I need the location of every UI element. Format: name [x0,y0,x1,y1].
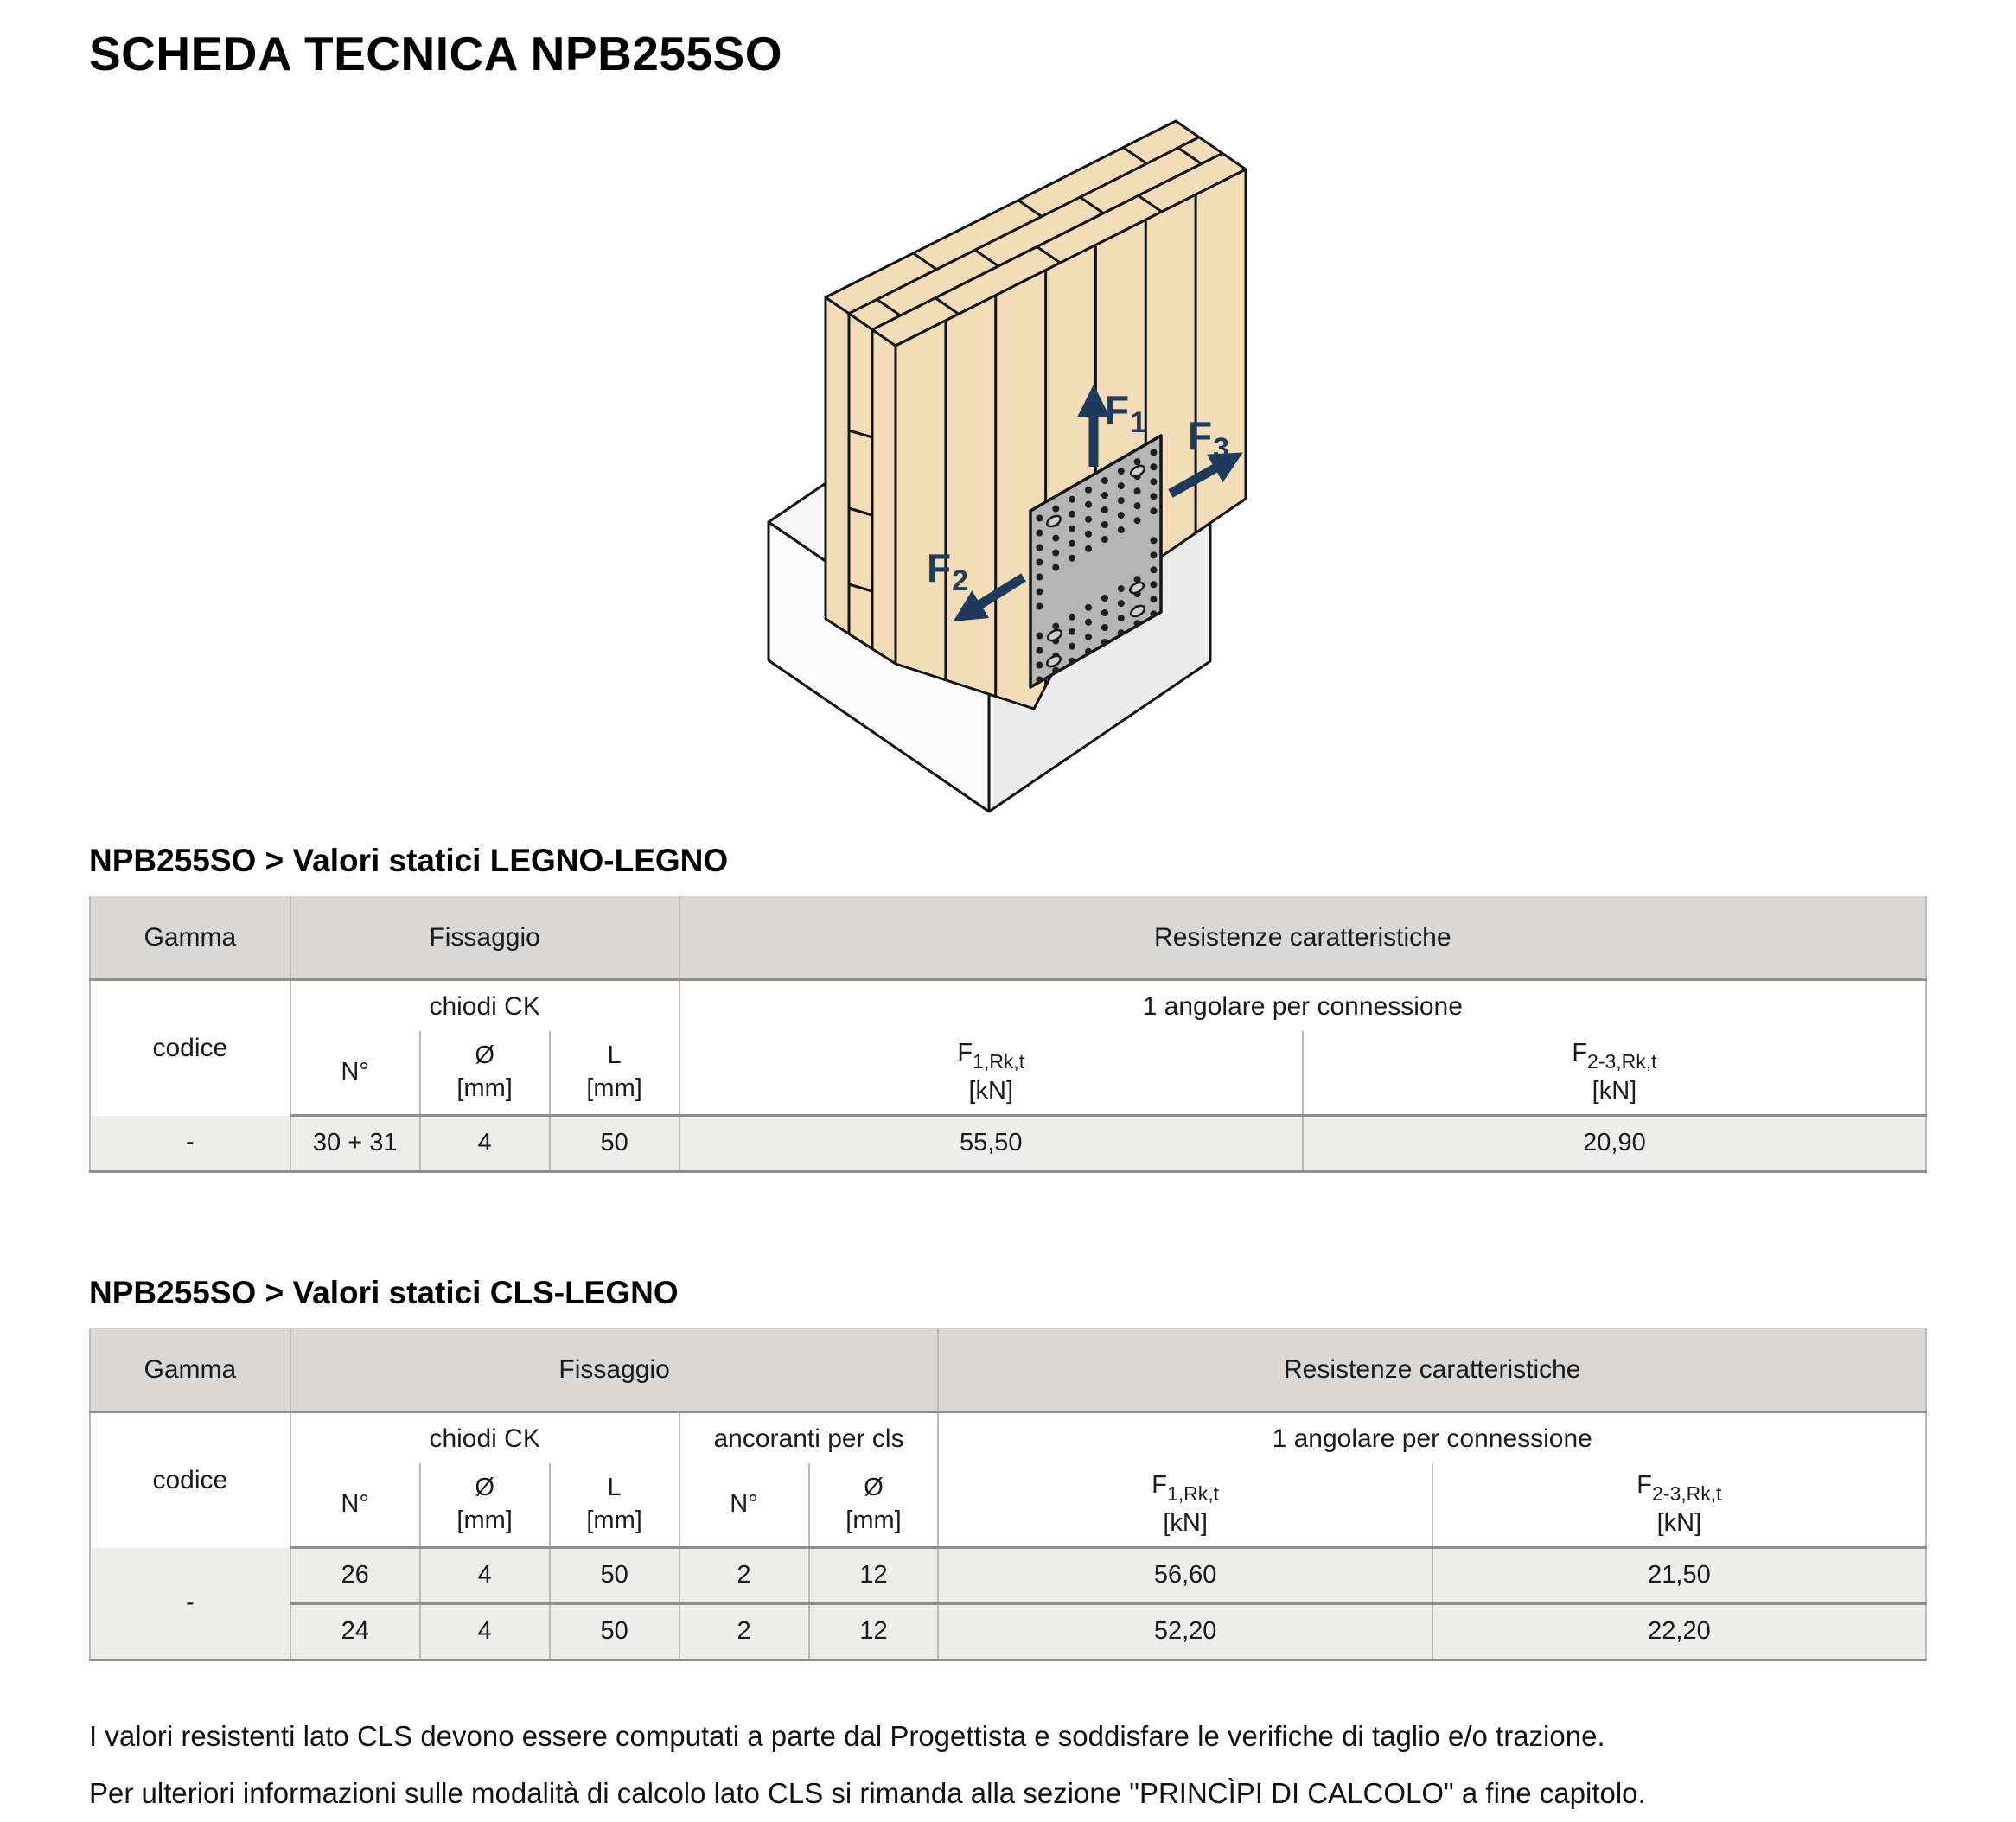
clt-panel-diagram [749,111,1267,819]
table-row [90,1548,1926,1604]
table-legno-legno [89,896,1927,1173]
cell-diametro-ancoranti: 12 [809,1548,939,1604]
col-group-resistenze: Resistenze caratteristiche [938,1328,1926,1412]
cell-diametro: 4 [420,1116,550,1172]
page-title: SCHEDA TECNICA NPB255SO [89,27,783,80]
section-title-cls-legno: NPB255SO > Valori statici CLS-LEGNO [89,1275,679,1310]
col-header-diametro: Ø [mm] [420,1031,550,1116]
cell-n-ancoranti: 2 [679,1548,809,1604]
cell-diametro-ancoranti: 12 [809,1604,939,1660]
cell-lunghezza: 50 [550,1116,679,1172]
footer-line-1: I valori resistenti lato CLS devono essere computati a parte dal Progettista e soddisfare le verifiche di taglio e/o trazione. [89,1720,1605,1752]
force-label-f1: $F_1$ [1105,387,1147,439]
footer-note [89,1715,1927,1814]
cell-lunghezza: 50 [550,1604,679,1660]
col-header-lunghezza: L [mm] [550,1031,679,1116]
col-header-n: N° [290,1031,420,1116]
col-group-gamma: Gamma [90,1328,290,1412]
col-header-n: N° [290,1463,420,1548]
cell-codice: - [90,1548,290,1660]
col-subgroup-chiodi-ck: chiodi CK [290,1412,679,1464]
col-subgroup-ancoranti: ancoranti per cls [679,1412,939,1464]
col-group-resistenze: Resistenze caratteristiche [679,896,1926,980]
cell-f23rkt: 22,20 [1432,1604,1926,1660]
cell-diametro: 4 [420,1604,550,1660]
cell-f23rkt: 20,90 [1303,1116,1926,1172]
col-header-diametro: Ø [mm] [420,1463,550,1548]
cell-f1rkt: 52,20 [938,1604,1432,1660]
footer-line-2: Per ulteriori informazioni sulle modalità di calcolo lato CLS si rimanda alla sezione "PRINCÌPI DI CALCOLO" a fine capitolo. [89,1776,1646,1809]
col-header-lunghezza: L [mm] [550,1463,679,1548]
col-header-f23rkt: $F_{2-3,Rk,t}$ [kN] [1303,1031,1926,1116]
cell-n: 30 + 31 [290,1116,420,1172]
col-header-diametro-ancoranti: Ø [mm] [809,1463,939,1548]
table-row [90,1116,1926,1172]
cell-f23rkt: 21,50 [1432,1548,1926,1604]
cell-f1rkt: 55,50 [679,1116,1303,1172]
col-header-f23rkt: $F_{2-3,Rk,t}$ [kN] [1432,1463,1926,1548]
col-header-codice: codice [90,980,290,1116]
cell-n-ancoranti: 2 [679,1604,809,1660]
cell-diametro: 4 [420,1548,550,1604]
connector-illustration [749,111,1267,824]
col-group-fissaggio: Fissaggio [290,1328,939,1412]
force-label-f3: $F_3$ [1188,413,1230,465]
cell-lunghezza: 50 [550,1548,679,1604]
cell-n: 24 [290,1604,420,1660]
force-label-f2: $F_2$ [927,545,969,597]
col-header-n-ancoranti: N° [679,1463,809,1548]
col-header-f1rkt: $F_{1,Rk,t}$ [kN] [938,1463,1432,1548]
col-subgroup-angolare: 1 angolare per connessione [938,1412,1926,1464]
cell-f1rkt: 56,60 [938,1548,1432,1604]
col-subgroup-angolare: 1 angolare per connessione [679,980,1926,1032]
section-title-legno-legno: NPB255SO > Valori statici LEGNO-LEGNO [89,843,729,878]
cell-codice: - [90,1116,290,1172]
col-group-fissaggio: Fissaggio [290,896,679,980]
col-subgroup-chiodi-ck: chiodi CK [290,980,679,1032]
col-group-gamma: Gamma [90,896,290,980]
col-header-f1rkt: $F_{1,Rk,t}$ [kN] [679,1031,1303,1116]
col-header-codice: codice [90,1412,290,1548]
cell-n: 26 [290,1548,420,1604]
table-cls-legno [89,1328,1927,1661]
table-row [90,1604,1926,1660]
